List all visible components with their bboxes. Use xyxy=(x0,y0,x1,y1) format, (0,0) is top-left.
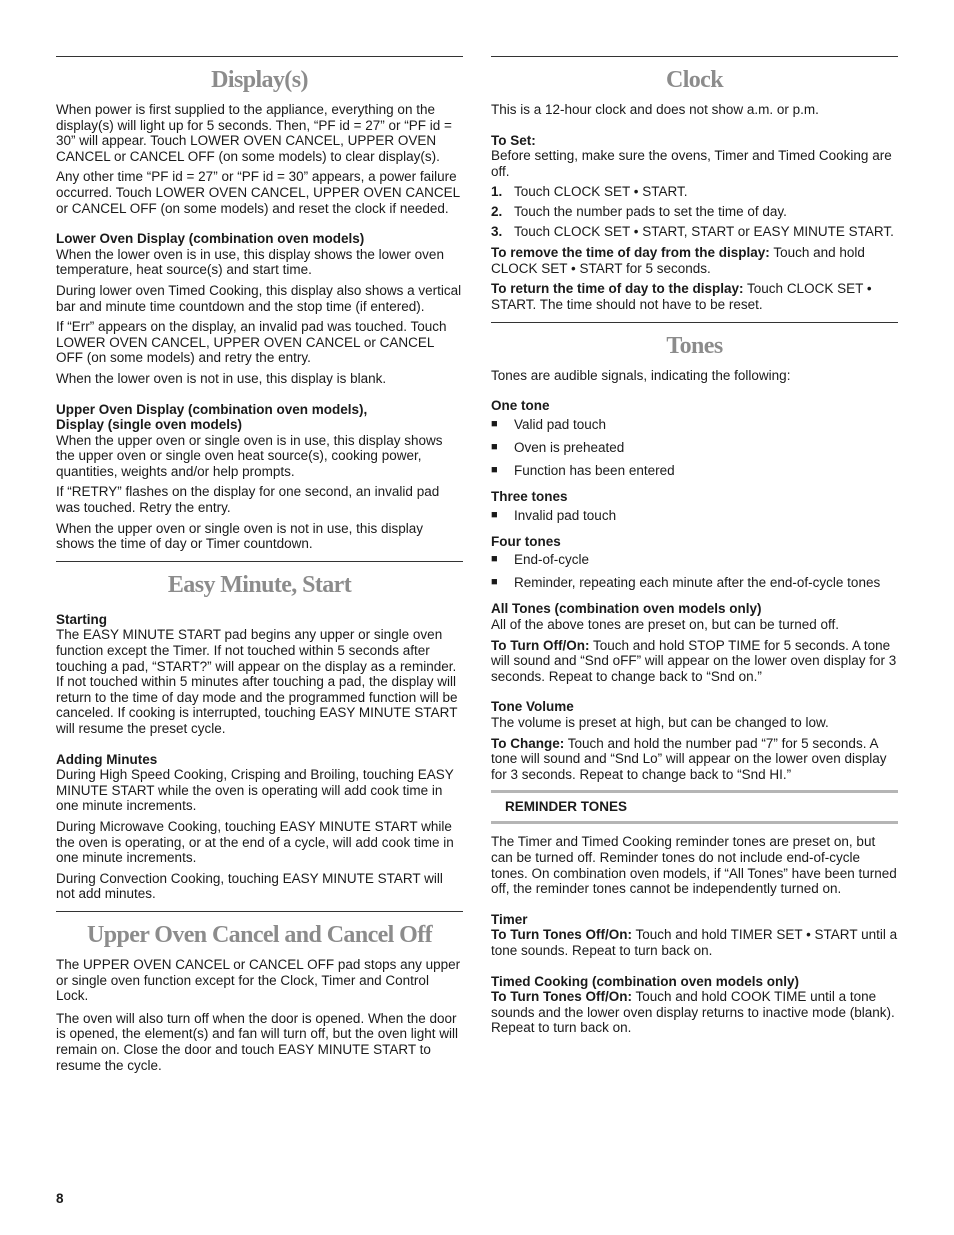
paragraph: When the upper oven or single oven is not in use, this display shows the time of day or Timer countdown. xyxy=(56,520,423,552)
section-rule xyxy=(491,322,898,323)
inline-text: Touch and hold CLOCK SET • START for 5 seconds. xyxy=(491,245,865,276)
section-rule xyxy=(56,561,463,562)
paragraph: The volume is preset at high, but can be changed to low. xyxy=(491,715,829,731)
step-number: 3. xyxy=(491,223,503,239)
subheading-adding-minutes: Adding Minutes xyxy=(56,751,158,767)
paragraph: If “Err” appears on the display, an invalid pad was touched. Touch LOWER OVEN CANCEL, UPPER OVEN CANCEL or CANCEL OFF (on some models) and retry the entry. xyxy=(56,319,447,366)
list-item xyxy=(491,440,898,456)
list-item xyxy=(491,204,898,220)
clock-steps-list xyxy=(491,184,898,239)
bullet-icon: ■ xyxy=(491,553,498,566)
section-title-upper-oven-cancel: Upper Oven Cancel and Cancel Off xyxy=(86,921,433,948)
step-text: Touch the number pads to set the time of day. xyxy=(514,203,787,219)
step-text: Touch CLOCK SET • START, START or EASY MINUTE START. xyxy=(514,223,894,239)
list-item-text: Function has been entered xyxy=(514,462,675,478)
inline-text: Touch and hold TIMER SET • START until a tone sounds. Repeat to turn back on. xyxy=(491,927,898,958)
list-item xyxy=(491,224,898,240)
right-column xyxy=(491,56,898,1041)
list-item-text: End-of-cycle xyxy=(514,552,590,568)
reminder-tones-title: REMINDER TONES xyxy=(505,799,628,815)
paragraph: The Timer and Timed Cooking reminder tones are preset on, but can be turned off. Reminder tones do not include end-of-cycle tones. On combination oven models, if “All Tones” have been turned off, the reminder tones cannot be independently turned on. xyxy=(491,834,897,897)
subheading-starting: Starting xyxy=(56,611,108,627)
inline-text: Touch CLOCK SET • START. The time should not have to be reset. xyxy=(491,281,872,312)
left-column xyxy=(56,56,463,1078)
paragraph: Tones are audible signals, indicating the following: xyxy=(491,367,791,383)
paragraph: When the upper oven or single oven is in use, this display shows the upper oven or single oven heat source(s), cooking power, quantities, weights and/or help prompts. xyxy=(56,432,443,479)
paragraph xyxy=(491,638,898,685)
paragraph: If “RETRY” flashes on the display for one second, an invalid pad was touched. Retry the entry. xyxy=(56,484,440,516)
page-number: 8 xyxy=(56,1191,64,1206)
list-item xyxy=(491,463,898,479)
inline-text: Touch and hold the number pad “7” for 5 seconds. A tone will sound and “Snd Lo” will appear on the lower oven display for 3 seconds. Repeat to change back to “Snd HI.” xyxy=(491,735,887,782)
inline-lead: To Turn Off/On: xyxy=(491,637,590,653)
bullet-icon: ■ xyxy=(491,463,498,476)
inline-lead: To remove the time of day from the display: xyxy=(491,245,770,261)
bullet-icon: ■ xyxy=(491,440,498,453)
paragraph: The UPPER OVEN CANCEL or CANCEL OFF pad stops any upper or single oven function except for the Clock, Timer and Control Lock. xyxy=(56,956,461,1004)
paragraph xyxy=(491,927,898,958)
section-title-clock: Clock xyxy=(665,67,723,93)
list-item xyxy=(491,552,898,568)
section-title-easy-minute-start: Easy Minute, Start xyxy=(167,571,352,598)
one-tone-list xyxy=(491,417,898,479)
inline-lead: To return the time of day to the display: xyxy=(491,281,744,297)
paragraph xyxy=(491,245,898,276)
section-rule xyxy=(56,56,463,57)
bullet-icon: ■ xyxy=(491,417,498,430)
list-item-text: Reminder, repeating each minute after the end-of-cycle tones xyxy=(514,575,881,591)
list-item xyxy=(491,184,898,200)
paragraph: Before setting, make sure the ovens, Timer and Timed Cooking are off. xyxy=(491,148,892,179)
paragraph: When the lower oven is not in use, this display is blank. xyxy=(56,370,387,386)
list-item xyxy=(491,575,898,591)
inline-lead: To Turn Tones Off/On: xyxy=(491,927,632,943)
three-tones-list xyxy=(491,508,898,524)
paragraph: The oven will also turn off when the door is opened. When the door is opened, the element(s) and fan will turn off, but the oven light will remain on. Close the door and touch EASY MINUTE START to resume the cycle. xyxy=(56,1010,458,1073)
paragraph xyxy=(491,736,898,783)
paragraph: During lower oven Timed Cooking, this display also shows a vertical bar and minute time countdown and the stop time (if entered). xyxy=(56,282,462,314)
subheading-one-tone: One tone xyxy=(491,398,550,414)
step-number: 2. xyxy=(491,203,503,219)
inline-text: Touch and hold COOK TIME until a tone sounds and the lower oven display returns to inactive mode (blank). Repeat to turn back on. xyxy=(491,989,895,1036)
paragraph: When power is first supplied to the appliance, everything on the display(s) will light up for 5 seconds. Then, “PF id = 27” or “PF id = 30” will appear. Touch LOWER OVEN CANCEL, UPPER OVEN CANCEL or CANCEL OFF (on some models) to clear display(s). xyxy=(56,102,452,164)
inline-lead: To Turn Tones Off/On: xyxy=(491,989,632,1005)
list-item xyxy=(491,508,898,524)
step-number: 1. xyxy=(491,184,503,200)
subheading-three-tones: Three tones xyxy=(491,489,568,504)
subheading-all-tones: All Tones (combination oven models only) xyxy=(491,601,762,617)
section-rule xyxy=(491,56,898,57)
list-item-text: Oven is preheated xyxy=(514,439,625,455)
subheading-timer: Timer xyxy=(491,911,528,927)
paragraph: Any other time “PF id = 27” or “PF id = 30” appears, a power failure occurred. Touch LOWER OVEN CANCEL, UPPER OVEN CANCEL or CANCEL OFF (on some models) and reset the clock if needed. xyxy=(56,169,460,216)
list-item xyxy=(491,417,898,433)
section-rule xyxy=(56,911,463,912)
subheading-lower-oven-display: Lower Oven Display (combination oven models) xyxy=(56,231,365,247)
paragraph: This is a 12-hour clock and does not show a.m. or p.m. xyxy=(491,102,819,117)
section-title-displays: Display(s) xyxy=(211,67,308,93)
subheading-line: Display (single oven models) xyxy=(56,417,243,433)
subheading-timed-cooking: Timed Cooking (combination oven models only) xyxy=(491,973,800,989)
paragraph: During High Speed Cooking, Crisping and Broiling, touching EASY MINUTE START while the oven is operating will add cook time in one minute increments. xyxy=(56,767,454,814)
section-title-tones: Tones xyxy=(666,332,723,359)
subheading-tone-volume: Tone Volume xyxy=(491,699,574,715)
paragraph: When the lower oven is in use, this display shows the lower oven temperature, heat source(s) and start time. xyxy=(56,246,444,278)
paragraph: The EASY MINUTE START pad begins any upper or single oven function except the Timer. If not touched within 5 seconds after touching a pad, “START?” will appear on the display as a reminder. If not touched within 5 minutes after touching a pad, the display will return to the time of day mode and the programmed function will be canceled. If cooking is interrupted, touching EASY MINUTE START will resume the preset cycle. xyxy=(56,627,458,736)
bullet-icon: ■ xyxy=(491,576,498,589)
subheading-to-set: To Set: xyxy=(491,132,536,148)
inline-text: Touch and hold STOP TIME for 5 seconds. A tone will sound and “Snd oFF” will appear on the lower oven display for 3 seconds. Repeat to change back to “Snd on.” xyxy=(491,637,897,684)
subheading-line: Upper Oven Display (combination oven models), xyxy=(56,401,368,417)
subheading-upper-oven-display xyxy=(56,402,463,433)
step-text: Touch CLOCK SET • START. xyxy=(514,184,688,200)
four-tones-list xyxy=(491,552,898,591)
inline-lead: To Change: xyxy=(491,735,565,751)
paragraph xyxy=(491,281,898,312)
subheading-four-tones: Four tones xyxy=(491,533,561,549)
bullet-icon: ■ xyxy=(491,508,498,521)
list-item-text: Invalid pad touch xyxy=(514,507,617,523)
list-item-text: Valid pad touch xyxy=(514,416,607,432)
paragraph: During Convection Cooking, touching EASY MINUTE START will not add minutes. xyxy=(56,870,443,902)
paragraph: During Microwave Cooking, touching EASY MINUTE START while the oven is operating, or at the end of a cycle, will add cook time in one minute increments. xyxy=(56,818,454,866)
reminder-tones-bar xyxy=(491,790,898,824)
paragraph: All of the above tones are preset on, but can be turned off. xyxy=(491,617,839,633)
paragraph xyxy=(491,989,898,1036)
